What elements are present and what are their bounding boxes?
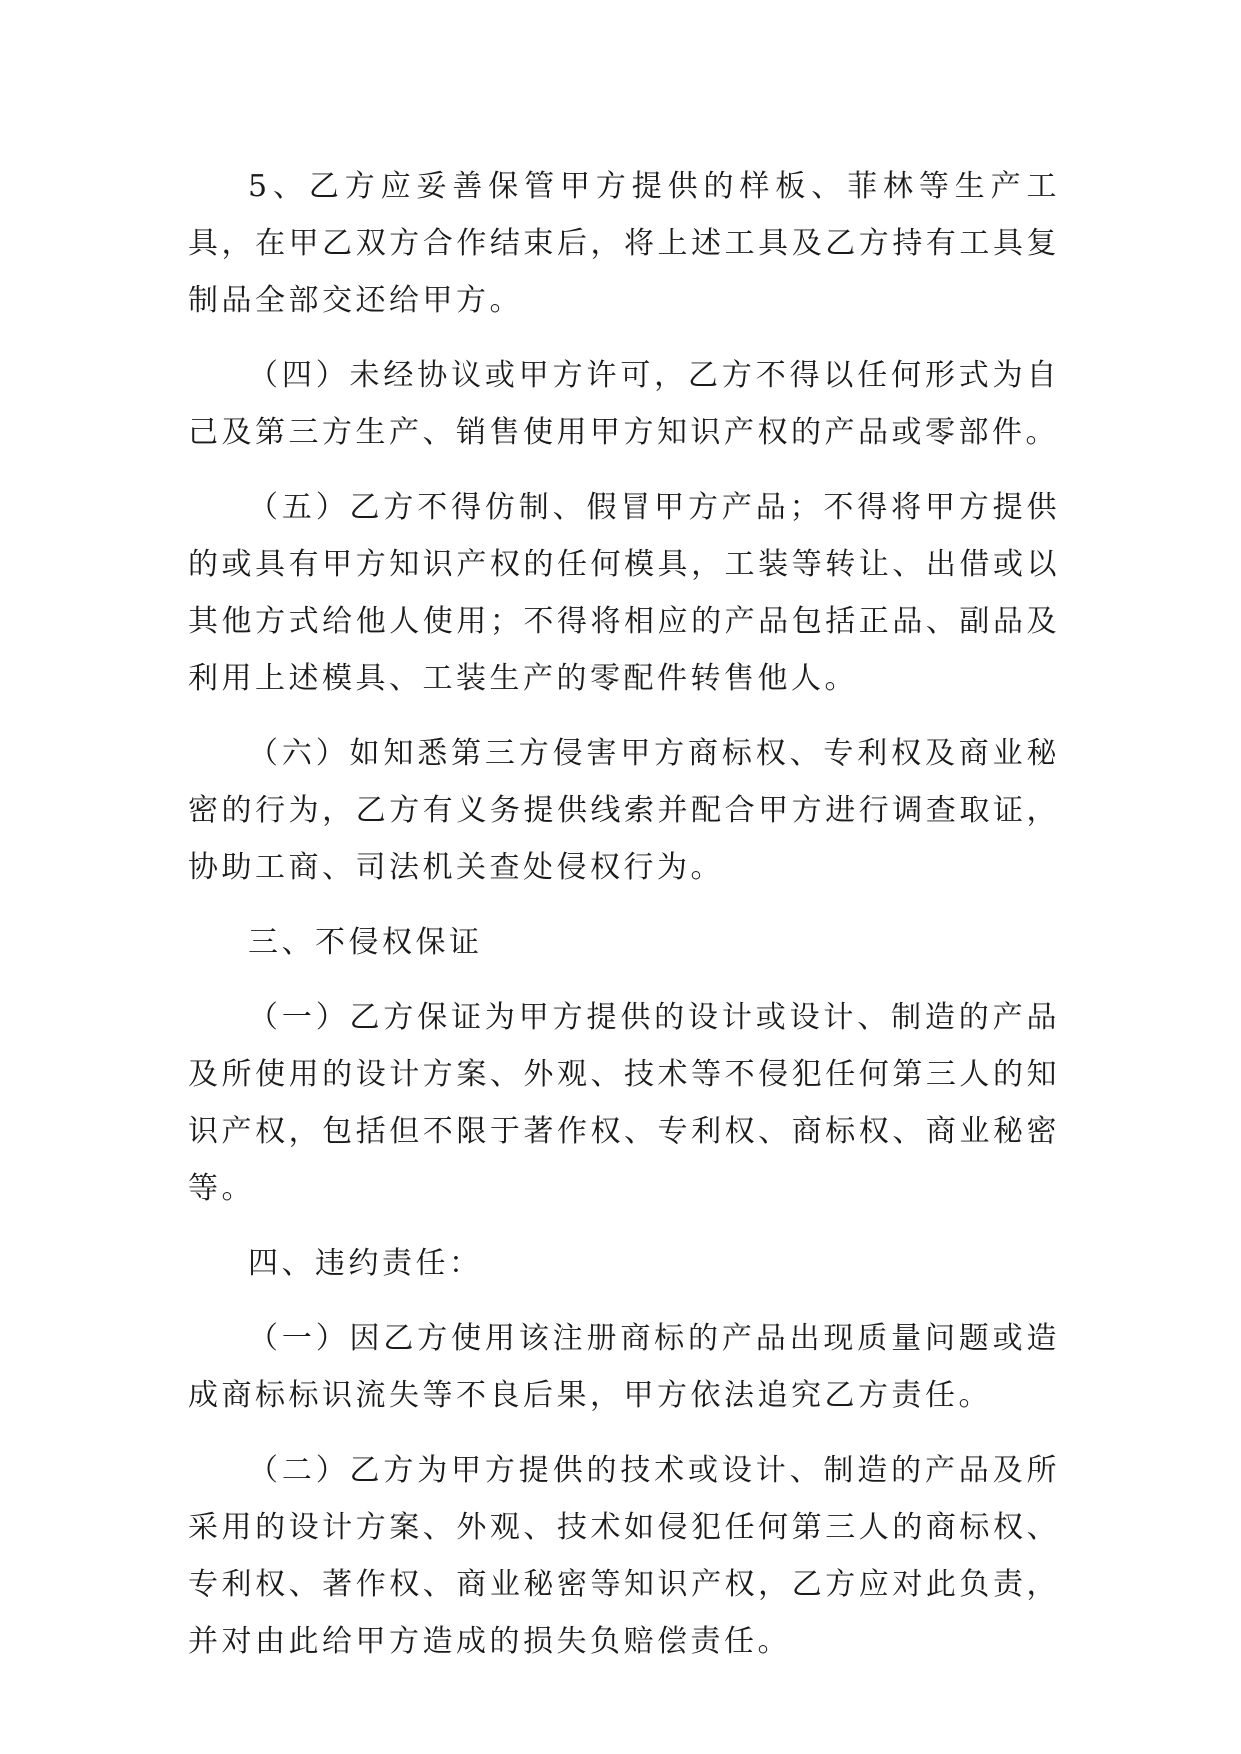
paragraph-guarantee-1: （一）乙方保证为甲方提供的设计或设计、制造的产品及所使用的设计方案、外观、技术等不侵犯任何第三人的知识产权，包括但不限于著作权、专利权、商标权、商业秘密等。	[188, 1000, 1060, 1206]
paragraph-section-4: （四）未经协议或甲方许可，乙方不得以任何形式为自己及第三方生产、销售使用甲方知识产权的产品或零部件。	[188, 358, 1060, 450]
heading-liability: 四、违约责任：	[248, 1246, 483, 1281]
document-body	[188, 158, 1060, 1688]
heading-non-infringement: 三、不侵权保证	[248, 925, 483, 960]
paragraph-section-5: （五）乙方不得仿制、假冒甲方产品；不得将甲方提供的或具有甲方知识产权的任何模具，工装等转让、出借或以其他方式给他人使用；不得将相应的产品包括正品、副品及利用上述模具、工装生产的零配件转售他人。	[188, 490, 1060, 696]
paragraph-section-6: （六）如知悉第三方侵害甲方商标权、专利权及商业秘密的行为，乙方有义务提供线索并配合甲方进行调查取证，协助工商、司法机关查处侵权行为。	[188, 736, 1060, 885]
paragraph-liability-2: （二）乙方为甲方提供的技术或设计、制造的产品及所采用的设计方案、外观、技术如侵犯任何第三人的商标权、专利权、著作权、商业秘密等知识产权，乙方应对此负责，并对由此给甲方造成的损失负赔偿责任。	[188, 1453, 1060, 1659]
paragraph-liability-1: （一）因乙方使用该注册商标的产品出现质量问题或造成商标标识流失等不良后果，甲方依法追究乙方责任。	[188, 1321, 1060, 1413]
paragraph-clause-5: 5、乙方应妥善保管甲方提供的样板、菲林等生产工具，在甲乙双方合作结束后，将上述工具及乙方持有工具复制品全部交还给甲方。	[188, 169, 1060, 318]
